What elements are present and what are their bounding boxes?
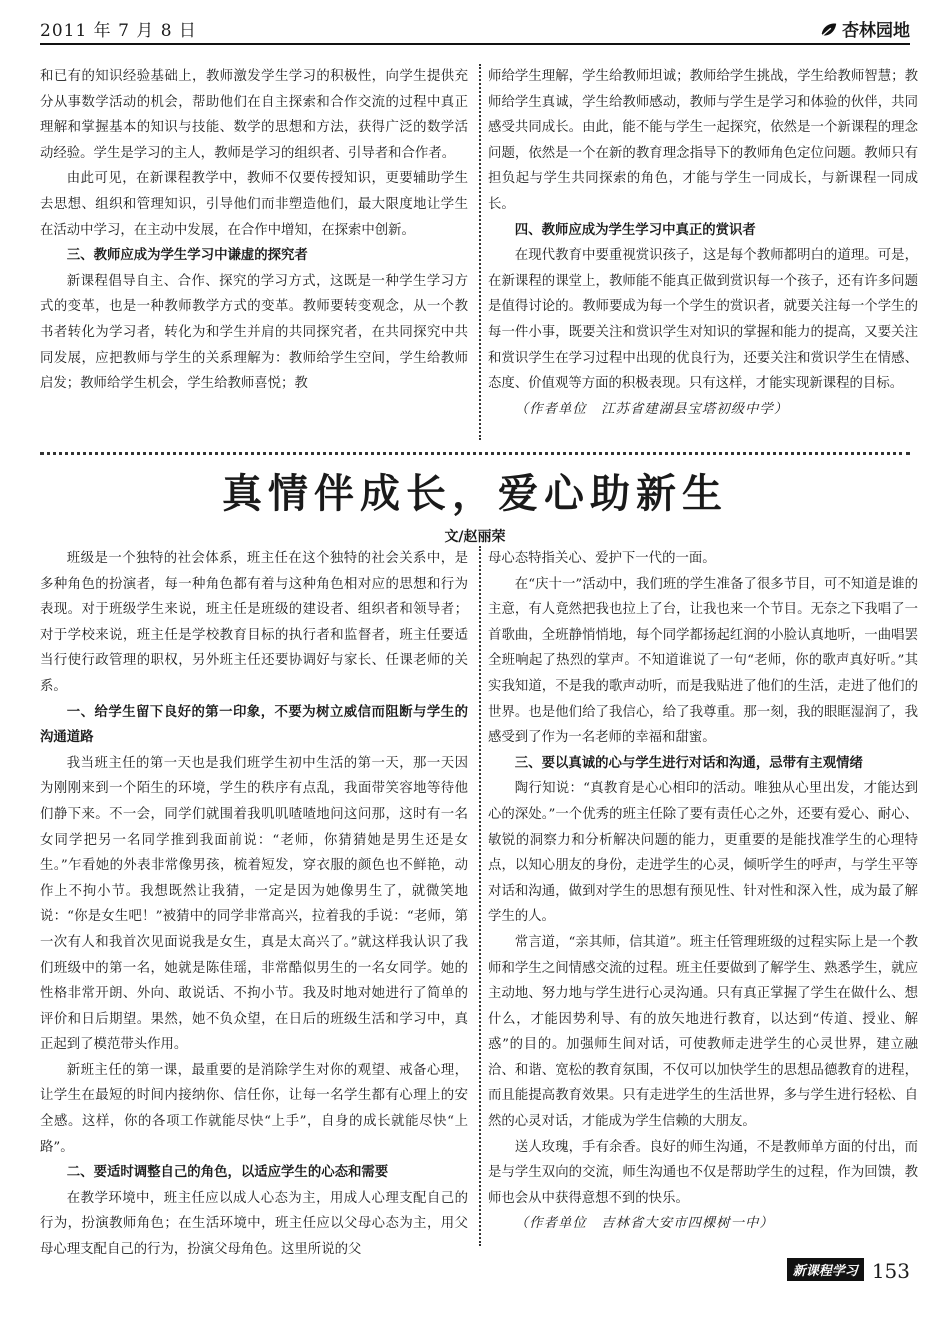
leaf-logo-icon [820,21,838,39]
brand-text: 杏林园地 [842,21,910,41]
journal-name: 新课程学习 [787,1258,864,1281]
paragraph: 和已有的知识经验基础上，教师激发学生学习的积极性，向学生提供充分从事数学活动的机会，帮助他们在自主探索和合作交流的过程中真正理解和掌握基本的知识与技能、数学的思想和方法，获得广泛的数学活动经验。学生是学习的主人，教师是学习的组织者、引导者和合作者。 [40,69,468,161]
paragraph: 师给学生理解，学生给教师坦诚；教师给学生挑战，学生给教师智慧；教师给学生真诚，学生给教师感动，教师与学生是学习和体验的伙伴，共同感受共同成长。由此，能不能与学生一起探究，依然是一个新课程的理念问题，依然是一个在新的教育理念指导下的教师角色定位问题。教师只有担负起与学生共同探索的角色，才能与学生一同成长，与新课程一同成长。 [488,69,918,212]
paragraph: 新课程倡导自主、合作、探究的学习方式，这既是一种学生学习方式的变革，也是一种教师教学方式的变革。教师要转变观念，从一个教书者转化为学习者，转化为和学生并肩的共同探究者，在共同探究中共同发展，应把教师与学生的关系理解为：教师给学生空间，学生给教师启发；教师给学生机会，学生给教师喜悦；教 [40,273,468,392]
column-divider [479,64,481,440]
paragraph: 在“庆十一”活动中，我们班的学生准备了很多节目，可不知道是谁的主意，有人竟然把我也拉上了台，让我也来一个节目。无奈之下我唱了一首歌曲，全班静悄悄地，每个同学都扬起红润的小脸认真地听，一曲唱罢全班响起了热烈的掌声。不知道谁说了一句“老师，你的歌声真好听。”其实我知道，不是我的歌声动听，而是我贴进了他们的生活，走进了他们的世界。也是他们给了我信心，给了我尊重。那一刻，我的眼眶湿润了，我感受到了作为一名老师的幸福和甜蜜。 [488,576,918,746]
section-heading: 四、教师应成为学生学习中真正的赏识者 [514,222,756,238]
header-rule [40,43,910,45]
column-divider [479,546,481,1246]
page-number: 153 [871,1259,910,1283]
article-byline: 文/赵丽荣 [444,529,506,545]
issue-date: 2011 年 7 月 8 日 [40,21,197,41]
paragraph: 班级是一个独特的社会体系，班主任在这个独特的社会关系中，是多种角色的扮演者，每一种角色都有着与这种角色相对应的思想和行为表现。对于班级学生来说，班主任是班级的建设者、组织者和领导者；对于学校来说，班主任是学校教育目标的执行者和监督者，班主任要适当行使行政管理的职权，另外班主任还要协调好与家长、任课老师的关系。 [40,551,468,694]
paragraph: 母心态特指关心、爱护下一代的一面。 [488,551,716,566]
section-brand [820,16,910,41]
paragraph: 常言道，“亲其师，信其道”。班主任管理班级的过程实际上是一个教师和学生之间情感交流的过程。班主任要做到了解学生、熟悉学生，就应主动地、努力地与学生进行心灵沟通。只有真正掌握了学生在做什么、想什么，才能因势利导、有的放矢地进行教育，以达到“传道、授业、解惑”的目的。加强师生间对话，可使教师走进学生的心灵世界，建立融洽、和谐、宽松的教育氛围，不仅可以加快学生的思想品德教育的进程，而且能提高教育效果。只有走进学生的生活世界，多与学生进行轻松、自然的心灵对话，才能成为学生信赖的大朋友。 [488,934,918,1130]
article-title: 真情伴成长，爱心助新生 [222,471,728,517]
page-header [40,16,910,44]
section-heading: 三、要以真诚的心与学生进行对话和沟通，忌带有主观情绪 [514,755,863,771]
paragraph: 由此可见，在新课程教学中，教师不仅要传授知识，更要辅助学生去思想、组织和管理知识，引导他们而非塑造他们，最大限度地让学生在活动中学习，在主动中发展，在合作中增知，在探索中创新。 [40,171,468,238]
paragraph: 我当班主任的第一天也是我们班学生初中生活的第一天，那一天因为刚刚来到一个陌生的环境，学生的秩序有点乱，我面带笑容地等待他们静下来。不一会，同学们就围着我叽叽喳喳地问这问那，这时有一名女同学把另一名同学推到我面前说：“老师，你猜猜她是男生还是女生。”乍看她的外表非常像男孩，梳着短发，穿衣服的颜色也不鲜艳，动作上不拘小节。我想既然让我猜，一定是因为她像男生了，就微笑地说：“你是女生吧！”被猜中的同学非常高兴，拉着我的手说：“老师，第一次有人和我首次见面说我是女生，真是太高兴了。”就这样我认识了我们班级中的第一名，她就是陈佳瑶，非常酷似男生的一名女同学。她的性格非常开朗、外向、敢说话、不拘小节。我及时地对她进行了简单的评价和日后期望。果然，她不负众望，在日后的班级生活和学习中，真正起到了模范带头作用。 [40,755,468,1053]
paragraph: 陶行知说：“真教育是心心相印的活动。唯独从心里出发，才能达到心的深处。”一个优秀的班主任除了要有责任心之外，还要有爱心、耐心、敏锐的洞察力和分析解决问题的能力，更重要的是能找准学生的心理特点，以知心朋友的身份，走进学生的心灵，倾听学生的呼声，与学生平等对话和沟通，做到对学生的思想有预见性、针对性和深入性，成为最了解学生的人。 [488,781,918,925]
main-article-left-column [40,546,468,1263]
author-affiliation: （作者单位 吉林省大安市四棵树一中） [514,1216,774,1232]
section-heading: 三、教师应成为学生学习中谦虚的探究者 [66,248,308,264]
paragraph: 新班主任的第一课，最重要的是消除学生对你的观望、戒备心理，让学生在最短的时间内接纳你、信任你，让每一名学生都有心理上的安全感。这样，你的各项工作就能尽快“上手”，自身的成长就能尽快“上路”。 [40,1062,468,1155]
main-article-right-column [488,546,918,1237]
author-affiliation: （作者单位 江苏省建湖县宝塔初级中学） [514,401,789,417]
page-footer [787,1258,910,1283]
article-separator [40,452,910,455]
top-article-right-column [488,64,918,422]
section-heading: 一、给学生留下良好的第一印象，不要为树立威信而阻断与学生的沟通道路 [40,704,468,746]
paragraph: 送人玫瑰，手有余香。良好的师生沟通，不是教师单方面的付出，而是与学生双向的交流，师生沟通也不仅是帮助学生的过程，作为回馈，教师也会从中获得意想不到的快乐。 [488,1139,918,1206]
paragraph: 在教学环境中，班主任应以成人心态为主，用成人心理支配自己的行为，扮演教师角色；在生活环境中，班主任应以父母心态为主，用父母心理支配自己的行为，扮演父母角色。这里所说的父 [40,1190,468,1258]
top-article-left-column [40,64,468,397]
section-heading: 二、要适时调整自己的角色，以适应学生的心态和需要 [66,1165,389,1181]
paragraph: 在现代教育中要重视赏识孩子，这是每个教师都明白的道理。可是，在新课程的课堂上，教师能不能真正做到赏识每一个孩子，还有许多问题是值得讨论的。教师要成为每一个学生的赏识者，就要关注每一个学生的每一件小事，既要关注和赏识学生对知识的掌握和能力的提高，又要关注和赏识学生在学习过程中出现的优良行为，还要关注和赏识学生在情感、态度、价值观等方面的积极表现。只有这样，才能实现新课程的目标。 [488,248,918,392]
